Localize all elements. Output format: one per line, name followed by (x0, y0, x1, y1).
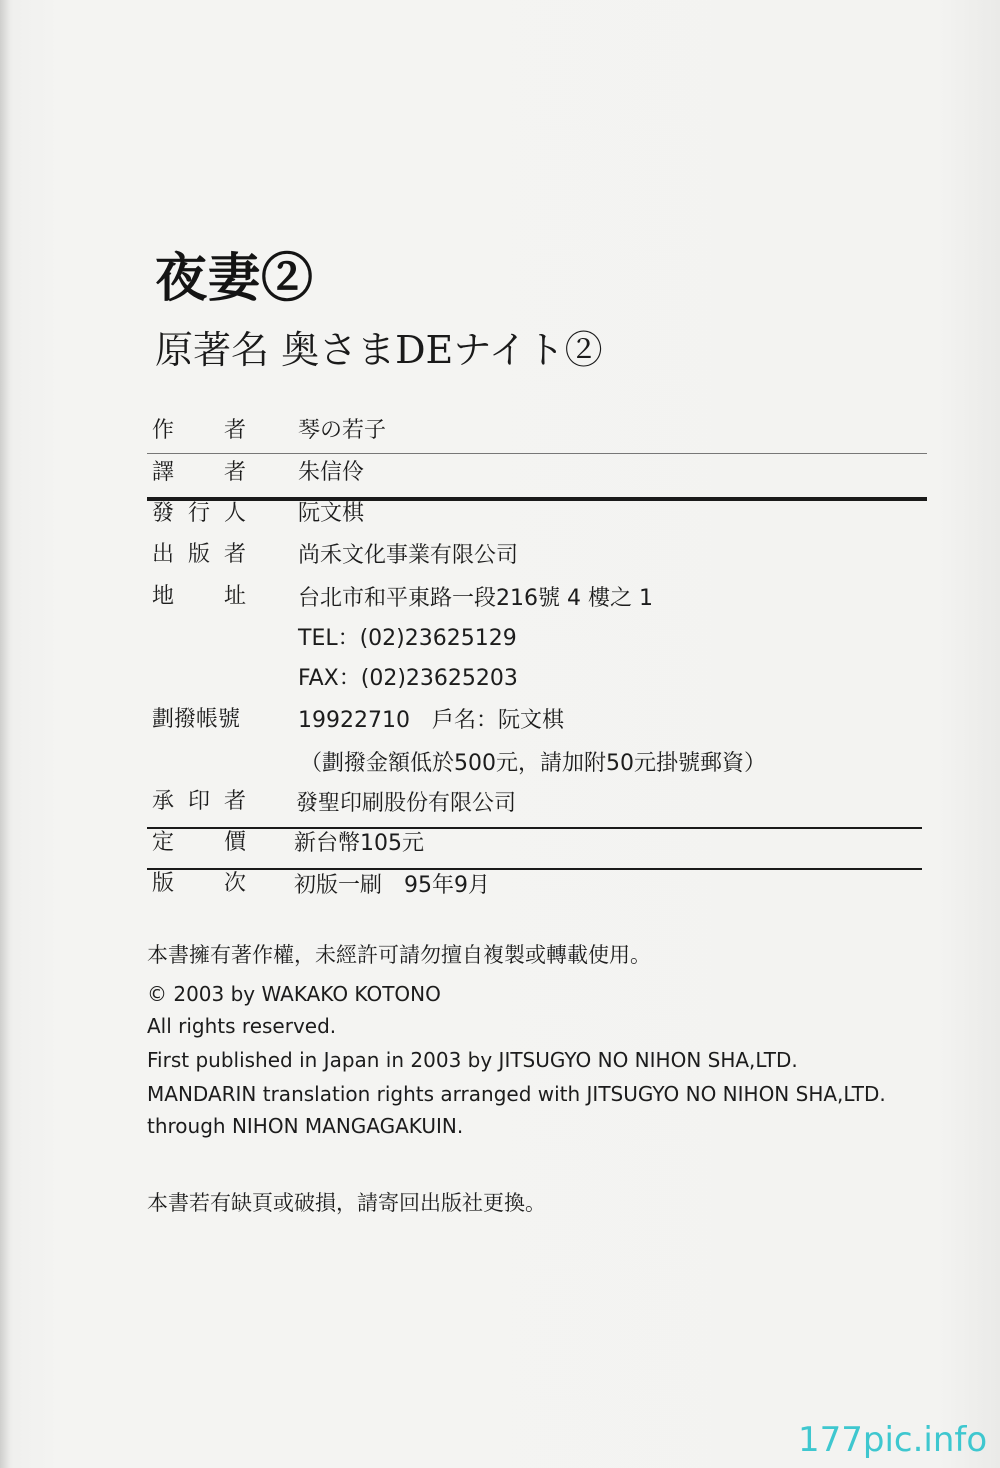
fax-value: FAX：(02)23625203 (298, 666, 518, 691)
postal-account-label: 劃撥帳號 (152, 707, 241, 732)
price-label: 定 價 (152, 830, 246, 855)
postal-note: （劃撥金額低於500元，請加附50元掛號郵資） (300, 751, 766, 776)
tel-value: TEL：(02)23625129 (298, 626, 517, 651)
edition-value: 初版一刷 95年9月 (294, 873, 490, 898)
defect-notice: 本書若有缺頁或破損，請寄回出版社更換。 (147, 1191, 546, 1215)
reserved-line: All rights reserved. (147, 1014, 337, 1038)
translator-label: 譯 者 (152, 460, 246, 485)
translation-rights-line: MANDARIN translation rights arranged with JITSUGYO NO NIHON SHA,LTD. (147, 1082, 886, 1106)
price-value: 新台幣105元 (294, 831, 424, 856)
book-title: 夜妻② (155, 248, 315, 309)
publisher-label: 出版者 (152, 542, 246, 567)
edition-label: 版 次 (152, 871, 246, 896)
postal-account-value: 19922710 戶名：阮文棋 (298, 708, 564, 733)
divider (147, 868, 922, 870)
publisher-value: 尚禾文化事業有限公司 (298, 543, 519, 568)
original-title: 原著名 奥さまDEナイト② (155, 328, 603, 372)
translator-value: 朱信伶 (298, 460, 365, 485)
printer-label: 承印者 (152, 789, 246, 814)
first-published-line: First published in Japan in 2003 by JITSUGYO NO NIHON SHA,LTD. (147, 1048, 798, 1072)
author-label: 作 者 (152, 418, 246, 443)
publisher-person-value: 阮文棋 (298, 501, 365, 526)
address-label: 地 址 (152, 584, 246, 609)
rights-notice: 本書擁有著作權，未經許可請勿擅自複製或轉載使用。 (147, 943, 651, 967)
thick-divider (147, 497, 927, 501)
page-edge (0, 0, 10, 1468)
site-watermark: 177pic.info (798, 1420, 988, 1460)
printer-value: 發聖印刷股份有限公司 (296, 791, 517, 816)
author-value: 琴の若子 (298, 418, 387, 443)
address-value: 台北市和平東路一段216號 4 樓之 1 (298, 586, 653, 611)
divider (147, 827, 922, 829)
publisher-person-label: 發行人 (152, 501, 246, 526)
through-line: through NIHON MANGAGAKUIN. (147, 1114, 464, 1138)
copyright-line: © 2003 by WAKAKO KOTONO (147, 982, 441, 1006)
divider (147, 453, 927, 454)
